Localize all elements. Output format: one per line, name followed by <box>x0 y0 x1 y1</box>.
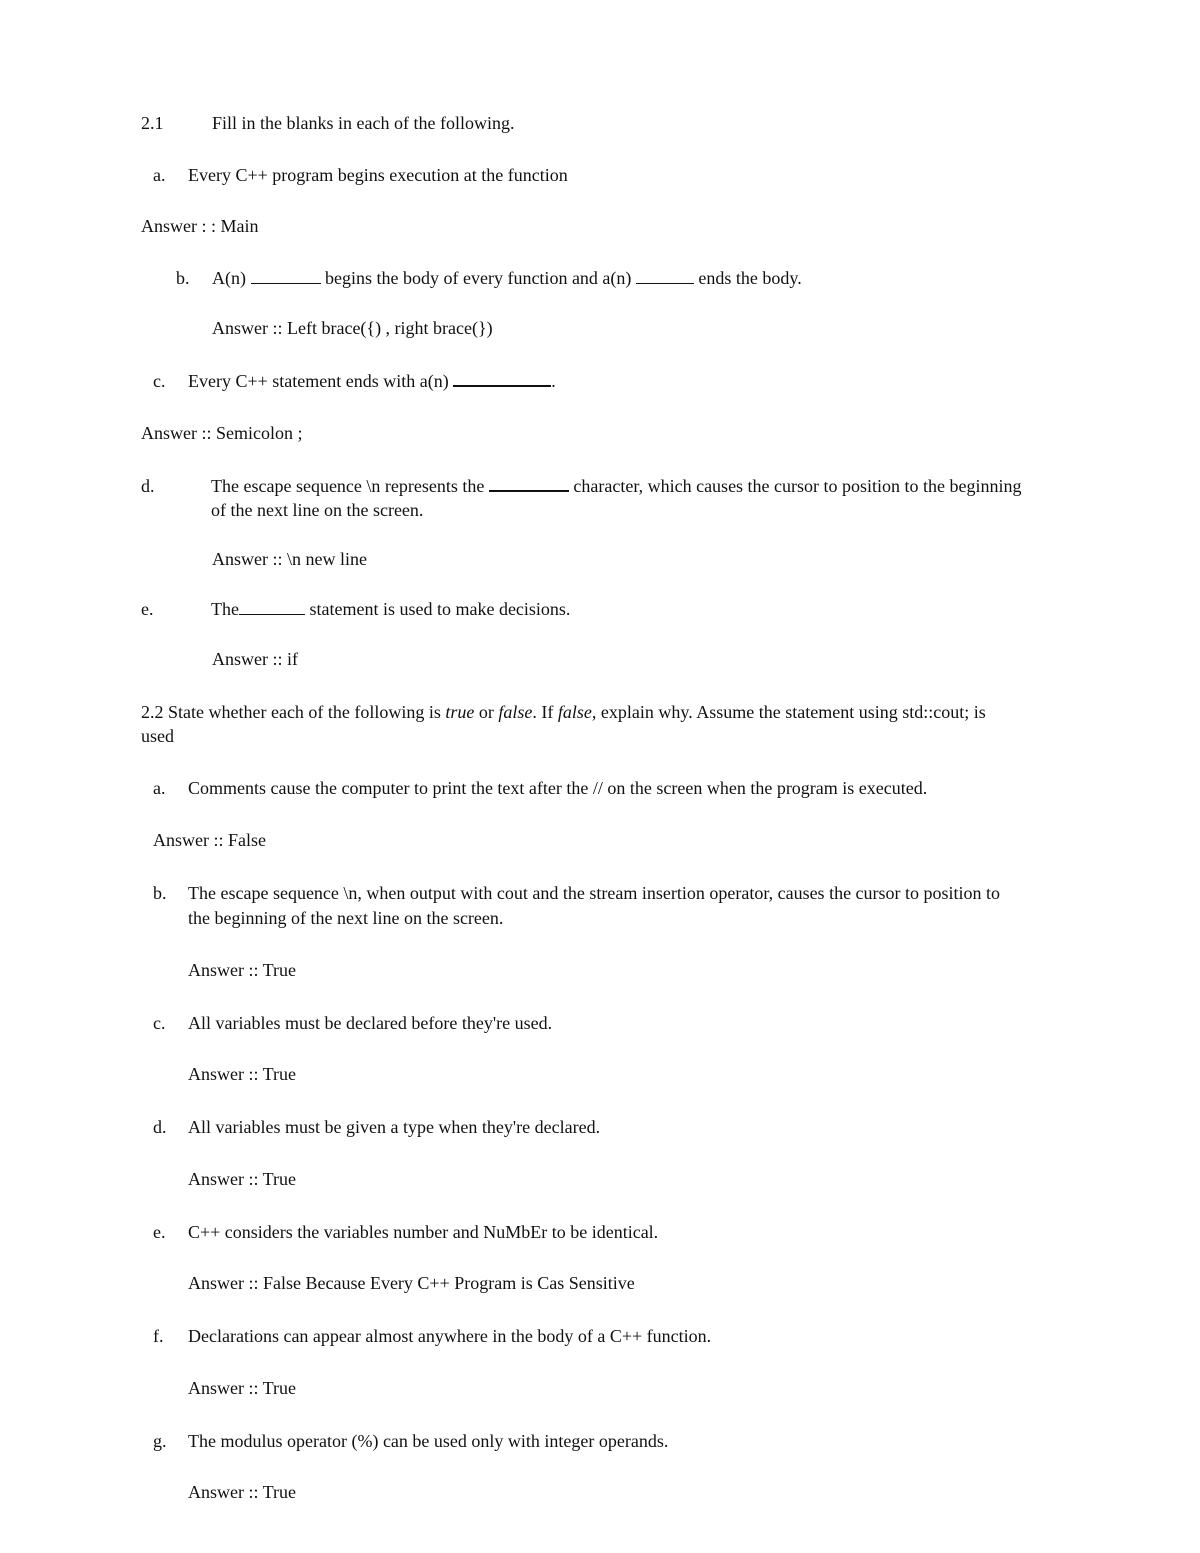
q21d-text-1: The escape sequence \n represents the <box>211 476 489 496</box>
q21e-label: e. <box>141 599 154 619</box>
blank-line <box>453 371 551 387</box>
q21-number: 2.1 <box>141 113 164 133</box>
q22-true-word: true <box>445 702 475 722</box>
q21-title: Fill in the blanks in each of the following. <box>212 113 515 133</box>
blank-line <box>251 269 321 284</box>
q22d-label: d. <box>153 1117 167 1137</box>
q22b-text: The escape sequence \n, when output with cout and the stream insertion operator, causes the cursor to position to <box>188 883 1001 903</box>
q22f-label: f. <box>153 1326 164 1346</box>
blank-line <box>239 600 305 615</box>
q21b-text-3: ends the body. <box>693 268 802 288</box>
q21b-text-1: A(n) <box>212 268 251 288</box>
q21a-text: Every C++ program begins execution at the function <box>188 165 568 185</box>
q22-heading <box>141 700 986 724</box>
q22b-text-2: the beginning of the next line on the screen. <box>188 908 504 928</box>
q21a-answer: Answer : : Main <box>141 216 259 236</box>
q21b-label: b. <box>176 268 190 288</box>
q22d-answer: Answer :: True <box>188 1169 297 1189</box>
q22f-answer: Answer :: True <box>188 1378 297 1398</box>
q22a-text: Comments cause the computer to print the text after the // on the screen when the program is executed. <box>188 778 928 798</box>
q22g-text: The modulus operator (%) can be used only with integer operands. <box>188 1431 669 1451</box>
q21c-label: c. <box>153 371 166 391</box>
q22-heading-text-2: or <box>474 702 499 722</box>
q21c-answer: Answer :: Semicolon ; <box>141 423 303 443</box>
q22-false-word: false <box>498 702 533 722</box>
q22-heading-text-5: used <box>141 726 174 746</box>
q22e-text: C++ considers the variables number and NuMbEr to be identical. <box>188 1222 659 1242</box>
q22f-text: Declarations can appear almost anywhere in the body of a C++ function. <box>188 1326 712 1346</box>
q21d-text-3: of the next line on the screen. <box>211 500 424 520</box>
q21c-text-2: . <box>551 371 556 391</box>
q21b-question <box>212 266 802 290</box>
q22-heading-text-4: , explain why. Assume the statement using std::cout; is <box>591 702 986 722</box>
q22-heading-text-1: 2.2 State whether each of the following is <box>141 702 446 722</box>
q22g-label: g. <box>153 1431 167 1451</box>
blank-line <box>636 269 694 284</box>
q22c-text: All variables must be declared before they're used. <box>188 1013 553 1033</box>
q21e-question <box>211 597 570 621</box>
q22a-label: a. <box>153 778 166 798</box>
q22-false-word-2: false <box>557 702 592 722</box>
q22b-label: b. <box>153 883 167 903</box>
q21e-text-1: The <box>211 599 239 619</box>
q21c-question <box>188 369 556 393</box>
q22c-label: c. <box>153 1013 166 1033</box>
q21d-text-2: character, which causes the cursor to position to the beginning <box>568 476 1022 496</box>
blank-line <box>489 476 569 492</box>
q21d-answer: Answer :: \n new line <box>212 549 367 569</box>
q22e-answer: Answer :: False Because Every C++ Program is Cas Sensitive <box>188 1273 635 1293</box>
q21b-answer: Answer :: Left brace({) , right brace(}) <box>212 318 493 338</box>
q22e-label: e. <box>153 1222 166 1242</box>
q21a-label: a. <box>153 165 166 185</box>
q22c-answer: Answer :: True <box>188 1064 297 1084</box>
q21b-text-2: begins the body of every function and a(n) <box>320 268 636 288</box>
q22g-answer: Answer :: True <box>188 1482 297 1502</box>
q22b-answer: Answer :: True <box>188 960 297 980</box>
q22-heading-text-3: . If <box>532 702 558 722</box>
q21d-question <box>211 474 1022 498</box>
q22d-text: All variables must be given a type when they're declared. <box>188 1117 601 1137</box>
q22a-answer: Answer :: False <box>153 830 266 850</box>
q21e-answer: Answer :: if <box>212 649 298 669</box>
q21e-text-2: statement is used to make decisions. <box>304 599 571 619</box>
q21d-label: d. <box>141 476 155 496</box>
q21c-text-1: Every C++ statement ends with a(n) <box>188 371 454 391</box>
